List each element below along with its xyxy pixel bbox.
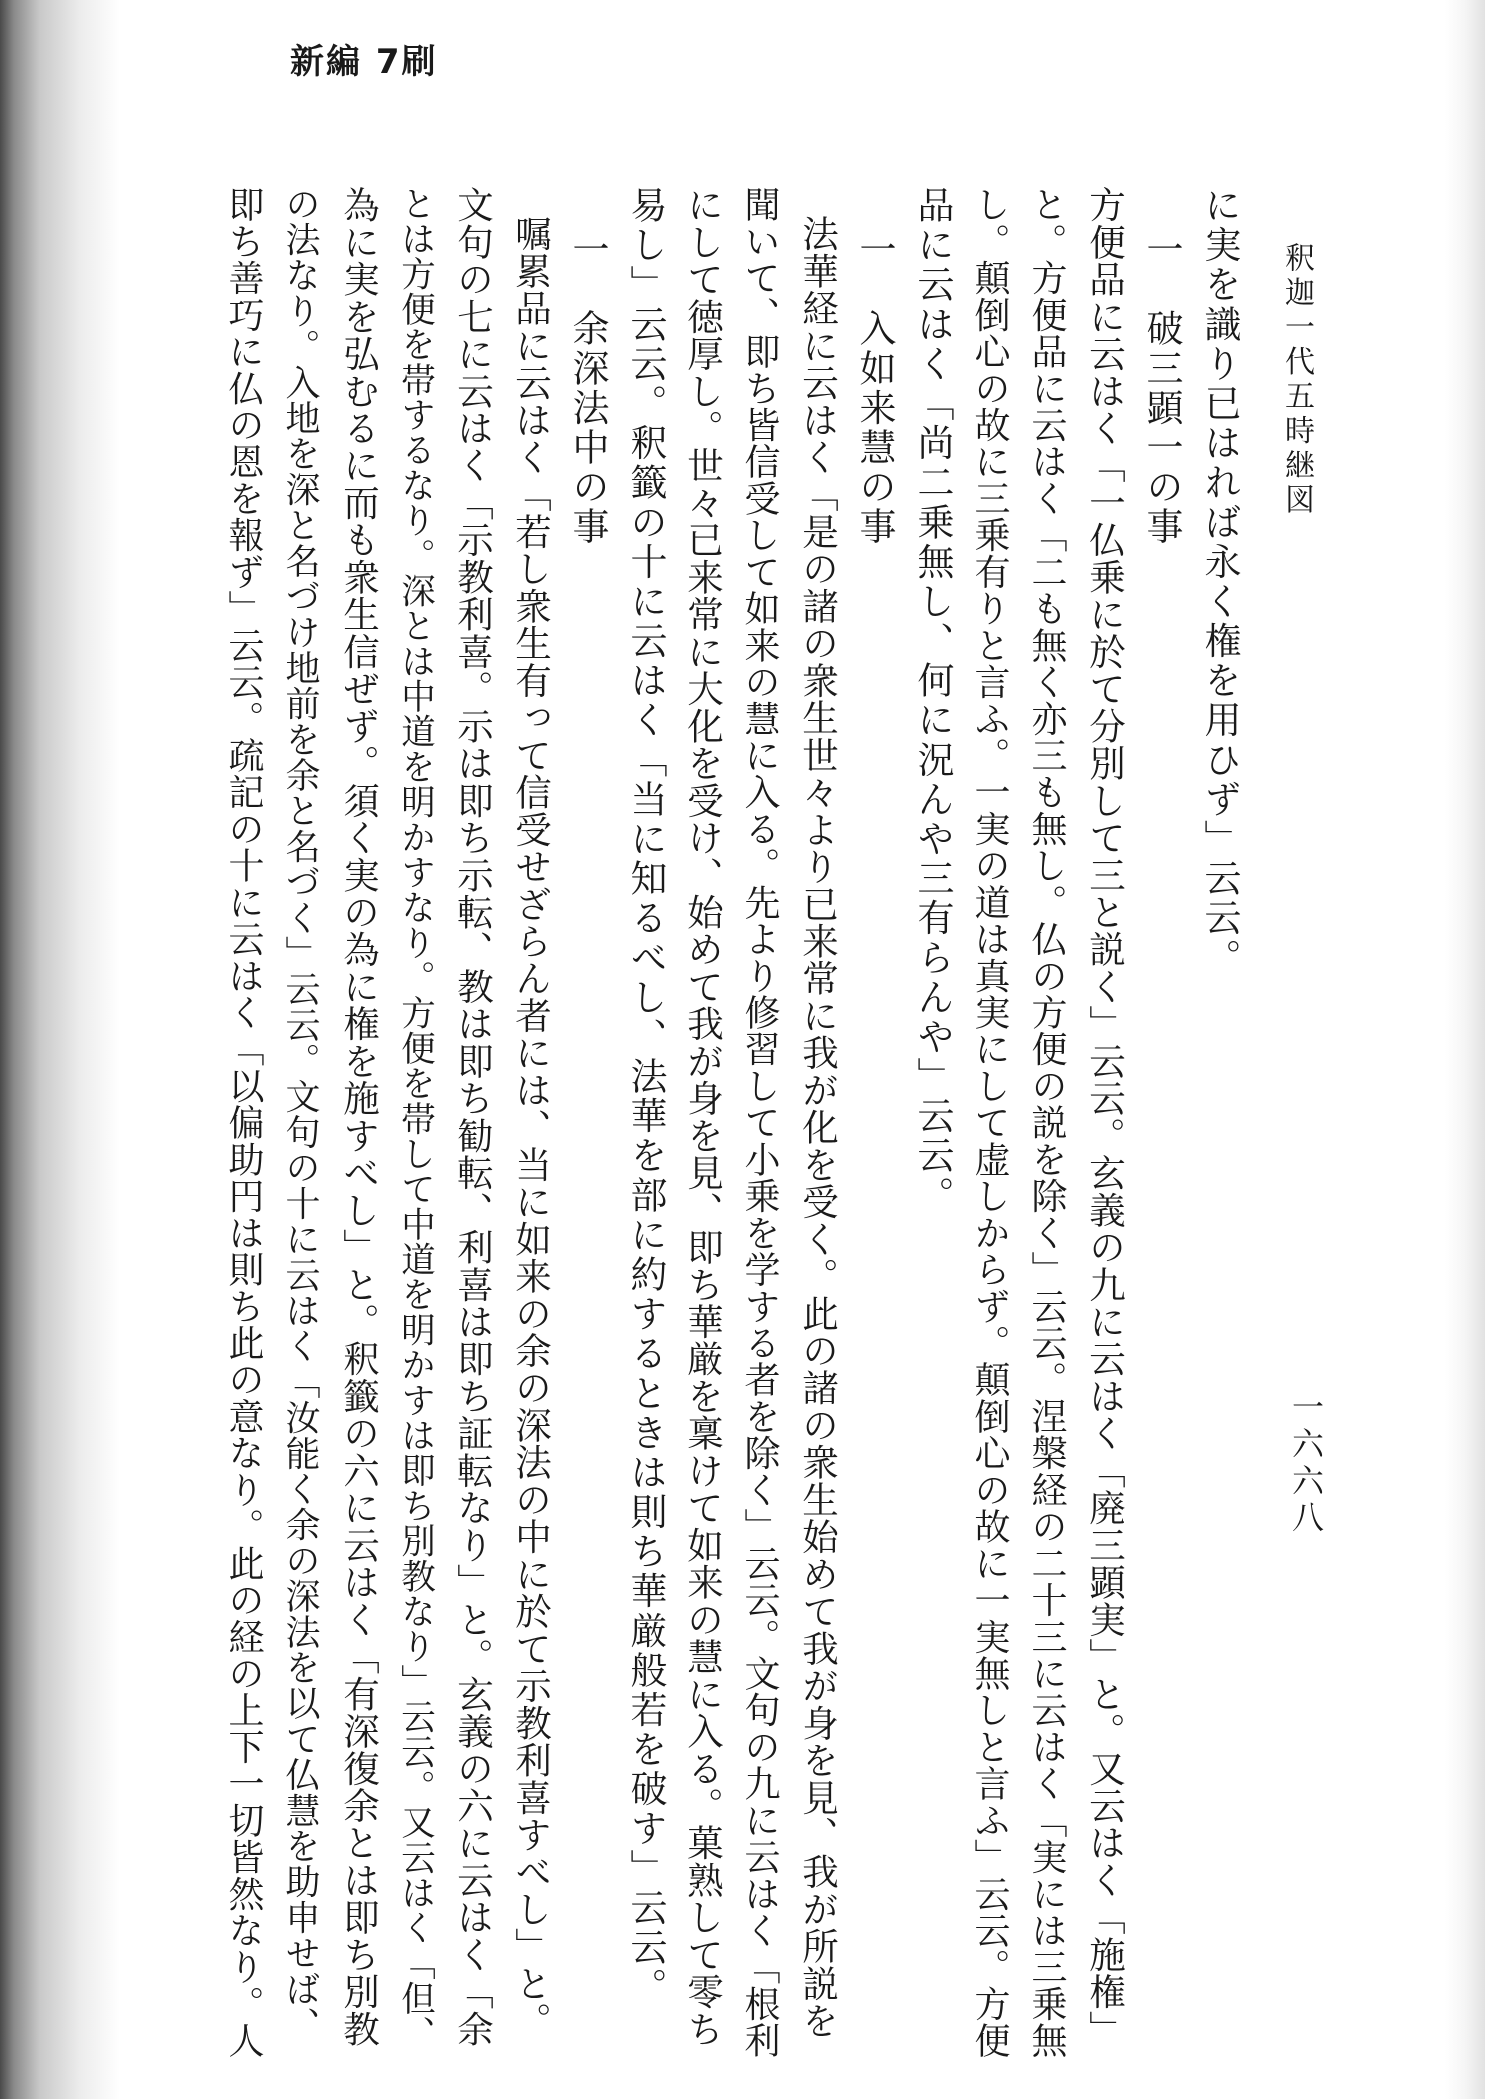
edition-label: 新編 7刷 [290, 42, 438, 82]
text-column-1: に実を識り已はれば永く権を用ひず」云云。 [1198, 186, 1241, 978]
text-column-10: にして徳厚し。世々已来常に大化を受け、始めて我が身を見、即ち華厳を稟けて如来の慧に入る。菓熟して零ち [681, 186, 725, 2048]
text-column-9: 聞いて、即ち皆信受して如来の慧に入る。先より修習して小乗を学する者を除く」云云。文句の九に云はく「根利 [739, 186, 780, 2059]
text-column-15: とは方便を帯するなり。深とは中道を明かすなり。方便を帯して中道を明かすは即ち別教なり」云云。又云はく「但、 [394, 186, 435, 2052]
text-column-13: 嘱累品に云はく「若し衆生有って信受せざらん者には、当に如来の余の深法の中に於て示教利喜すべし」と。 [509, 215, 553, 2040]
text-column-18: 即ち善巧に仏の恩を報ず」云云。疏記の十に云はく「以偏助円は則ち此の意なり。此の経の上下一切皆然なり。人 [223, 186, 264, 2059]
text-column-14: 文句の七に云はく「示教利喜。示は即ち示転、教は即ち勧転、利喜は即ち証転なり」と。玄義の六に云はく「余 [451, 186, 495, 2048]
text-column-17: の法なり。入地を深と名づけ地前を余と名づく」云云。文句の十に云はく「汝能く余の深法を以て仏慧を助申せば、 [280, 186, 320, 2043]
running-head: 釈迦一代五時継図 [1279, 242, 1314, 518]
scan-gutter-shadow [0, 0, 120, 2099]
section-heading-3: 一 余深法中の事 [566, 230, 609, 547]
text-column-6: 品に云はく「尚二乗無し、何に況んや三有らんや」云云。 [911, 186, 954, 1216]
text-column-4: と。方便品に云はく「二も無く亦三も無し。仏の方便の説を除く」云云。涅槃経の二十三に云はく「実には三乗無 [1026, 186, 1067, 2059]
text-column-8: 法華経に云はく「是の諸の衆生世々より已来常に我が化を受く。此の諸の衆生始めて我が身を見、我が所説を [796, 215, 840, 2040]
text-column-5: し。顛倒心の故に三乗有りと言ふ。一実の道は真実にして虚しからず。顛倒心の故に一実無しと言ふ」云云。方便 [969, 186, 1010, 2059]
section-heading-2: 一 入如来慧の事 [853, 230, 896, 547]
text-column-3: 方便品に云はく「一仏乗に於て分別して三と説く」云云。玄義の九に云はく「廃三顕実」と。又云はく「施権」 [1083, 186, 1127, 2048]
text-column-16: 為に実を弘むるに而も衆生信ぜず。須く実の為に権を施すべし」と。釈籤の六に云はく「有深復余とは即ち別教 [337, 186, 381, 2048]
page-number: 一六六八 [1287, 1390, 1325, 1538]
section-heading-1: 一 破三顕一の事 [1140, 230, 1183, 547]
text-column-11: 易し」云云。釈籤の十に云はく「当に知るべし、法華を部に約するときは則ち華厳般若を破す」云云。 [624, 186, 667, 2008]
scan-right-edge [1445, 0, 1485, 2099]
